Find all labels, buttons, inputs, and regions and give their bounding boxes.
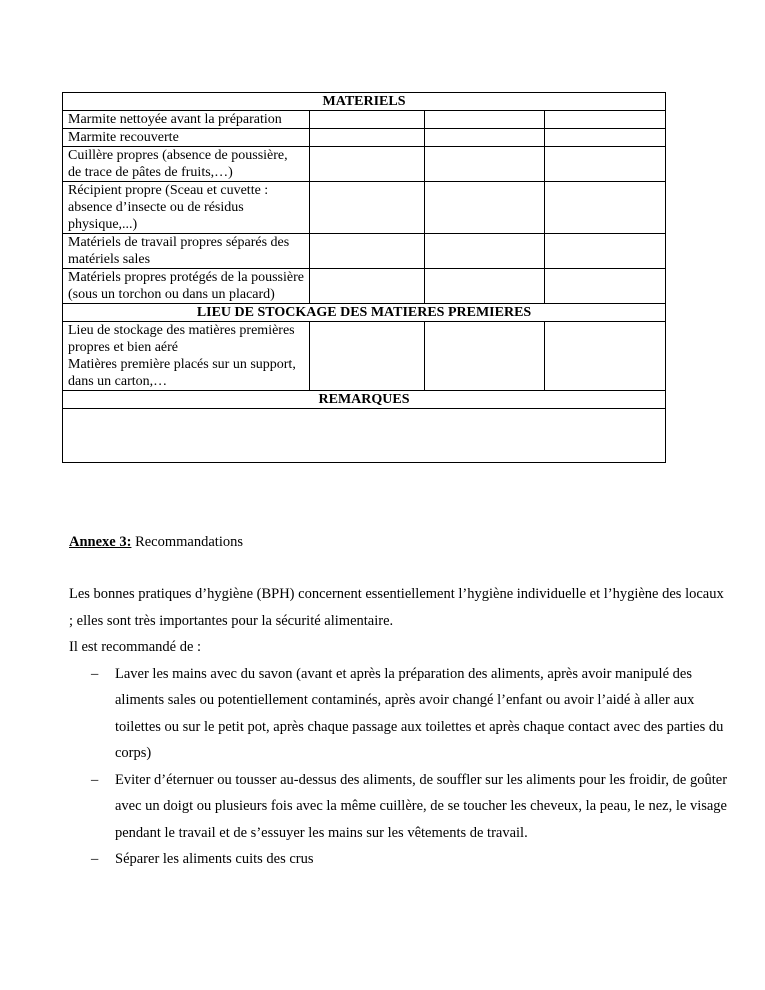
- empty-cell: [545, 111, 666, 129]
- table-row: [63, 234, 666, 269]
- list-item-text: Séparer les aliments cuits des crus: [115, 851, 314, 867]
- empty-cell: [545, 129, 666, 147]
- annexe-title: Recommandations: [131, 534, 243, 550]
- section-remarques-header: REMARQUES: [63, 391, 666, 409]
- criterion-cell: Matériels de travail propres séparés des matériels sales: [63, 234, 310, 269]
- empty-cell: [425, 322, 545, 391]
- empty-cell: [545, 182, 666, 234]
- criterion-cell: Marmite recouverte: [63, 129, 310, 147]
- list-item-text: Eviter d’éternuer ou tousser au-dessus des aliments, de souffler sur les aliments pour les froidir, de goûter avec un doigt ou plusieurs fois avec la même cuillère, de se toucher les cheveux, la peau, le nez, le visage pendant le travail et de s’essuyer les mains sur les vêtements de travail.: [115, 771, 728, 841]
- empty-cell: [310, 147, 425, 182]
- criterion-cell: Marmite nettoyée avant la préparation: [63, 111, 310, 129]
- table-row: [63, 182, 666, 234]
- table-row: [63, 322, 666, 391]
- empty-cell: [425, 129, 545, 147]
- checklist-table: [62, 92, 666, 463]
- section-header-row: [63, 391, 666, 409]
- criterion-cell: Cuillère propres (absence de poussière, de trace de pâtes de fruits,…): [63, 147, 310, 182]
- annexe-heading: [69, 534, 243, 551]
- dash-bullet: –: [91, 851, 99, 867]
- dash-bullet: –: [91, 771, 99, 788]
- dash-bullet: –: [91, 665, 99, 682]
- empty-cell: [425, 182, 545, 234]
- section-materiels-header: MATERIELS: [63, 93, 666, 111]
- list-item: [69, 846, 729, 873]
- annexe-label: Annexe 3:: [69, 534, 132, 550]
- section-stockage-header: LIEU DE STOCKAGE DES MATIERES PREMIERES: [63, 304, 666, 322]
- empty-cell: [545, 269, 666, 304]
- criterion-line: Matières première placés sur un support, dans un carton,…: [68, 357, 296, 389]
- table-row: [63, 111, 666, 129]
- criterion-line: Lieu de stockage des matières premières propres et bien aéré: [68, 323, 295, 355]
- recommendations-text: [69, 581, 729, 873]
- list-item: [69, 661, 729, 767]
- section-header-row: [63, 93, 666, 111]
- section-header-row: [63, 304, 666, 322]
- recommendations-list: [69, 661, 729, 873]
- empty-cell: [545, 322, 666, 391]
- list-item-text: Laver les mains avec du savon (avant et après la préparation des aliments, après avoir manipulé des aliments sales ou potentiellement contaminés, après avoir changé l’enfant ou avoir l’aidé à aller aux toilettes ou sur le petit pot, après chaque passage aux toilettes et après chaque contact avec des parties du corps): [115, 665, 724, 761]
- empty-cell: [425, 234, 545, 269]
- empty-cell: [545, 234, 666, 269]
- empty-cell: [425, 111, 545, 129]
- remarks-cell: [63, 409, 666, 463]
- criterion-cell: Récipient propre (Sceau et cuvette : absence d’insecte ou de résidus physique,...): [63, 182, 310, 234]
- empty-cell: [310, 234, 425, 269]
- table-row: [63, 129, 666, 147]
- lead-paragraph: Il est recommandé de :: [69, 639, 202, 655]
- intro-paragraph: Les bonnes pratiques d’hygiène (BPH) concernent essentiellement l’hygiène individuelle et l’hygiène des locaux ; elles sont très importantes pour la sécurité alimentaire.: [69, 586, 724, 629]
- remarks-row: [63, 409, 666, 463]
- empty-cell: [310, 182, 425, 234]
- empty-cell: [545, 147, 666, 182]
- empty-cell: [310, 322, 425, 391]
- table-row: [63, 269, 666, 304]
- criterion-cell: [63, 322, 310, 391]
- empty-cell: [310, 269, 425, 304]
- empty-cell: [425, 269, 545, 304]
- empty-cell: [310, 129, 425, 147]
- table-row: [63, 147, 666, 182]
- list-item: [69, 767, 729, 847]
- criterion-cell: Matériels propres protégés de la poussière (sous un torchon ou dans un placard): [63, 269, 310, 304]
- empty-cell: [425, 147, 545, 182]
- empty-cell: [310, 111, 425, 129]
